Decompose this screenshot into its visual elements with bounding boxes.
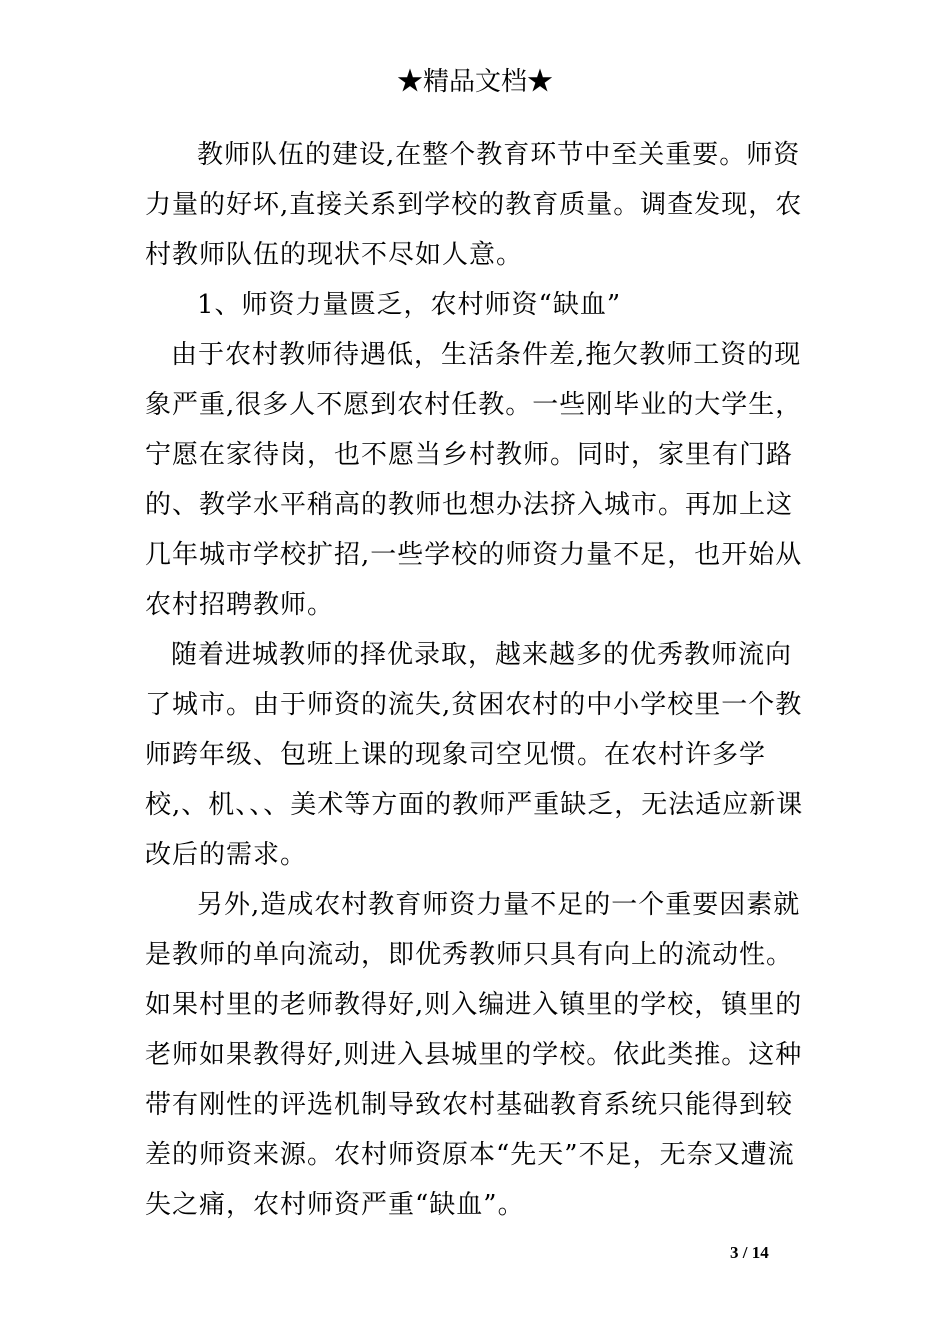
paragraph-intro: 教师队伍的建设,在整个教育环节中至关重要。师资力量的好坏,直接关系到学校的教育质量。调查发现，农村教师队伍的现状不尽如人意。 xyxy=(145,140,803,270)
section-heading: 1、师资力量匮乏，农村师资“缺血” xyxy=(197,290,622,320)
document-body xyxy=(145,130,809,1230)
page-number: 3 / 14 xyxy=(730,1243,769,1262)
paragraph-one-way-mobility: 另外,造成农村教育师资力量不足的一个重要因素就是教师的单向流动，即优秀教师只具有向上的流动性。如果村里的老师教得好,则入编进入镇里的学校，镇里的老师如果教得好,则进入县城里的学校。依此类推。这种带有刚性的评选机制导致农村基础教育系统只能得到较差的师资来源。农村师资原本“先天”不足，无奈又遭流失之痛，农村师资严重“缺血”。 xyxy=(145,890,803,1220)
paragraph-teacher-outflow: 随着进城教师的择优录取，越来越多的优秀教师流向了城市。由于师资的流失,贫困农村的中小学校里一个教师跨年级、包班上课的现象司空见惯。在农村许多学校,、机、、、美术等方面的教师严重缺乏，无法适应新课改后的需求。 xyxy=(145,640,804,870)
document-header: ★精品文档★ xyxy=(396,67,553,97)
paragraph-teacher-shortage: 由于农村教师待遇低，生活条件差,拖欠教师工资的现象严重,很多人不愿到农村任教。一些刚毕业的大学生，宁愿在家待岗，也不愿当乡村教师。同时，家里有门路的、教学水平稍高的教师也想办法挤入城市。再加上这几年城市学校扩招,一些学校的师资力量不足，也开始从农村招聘教师。 xyxy=(145,340,803,620)
